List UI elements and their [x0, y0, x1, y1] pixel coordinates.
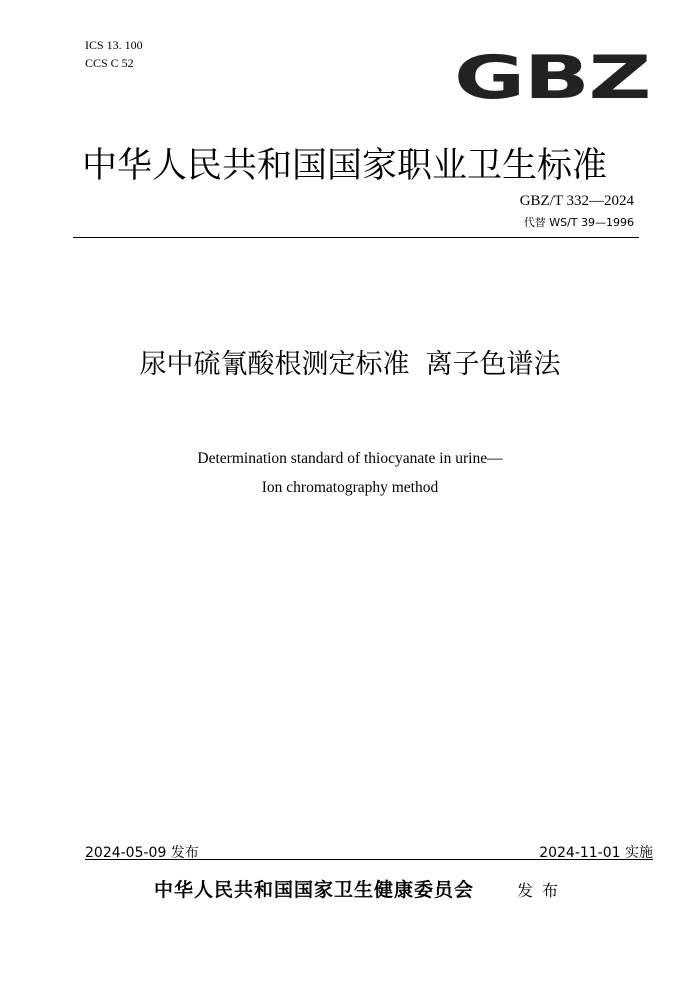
- title-cn-main: 尿中硫氰酸根测定标准: [139, 349, 410, 380]
- document-title-en: [0, 444, 700, 502]
- title-cn-sub: 离子色谱法: [425, 349, 561, 380]
- footer-divider: [85, 859, 653, 860]
- title-en-line1: Determination standard of thiocyanate in urine—: [197, 450, 503, 467]
- title-en-line2: Ion chromatography method: [261, 479, 439, 496]
- classification-codes: [85, 36, 143, 72]
- issuer-name: 中华人民共和国国家卫生健康委员会: [154, 879, 475, 901]
- effective-date: 2024-11-01 实施: [539, 845, 653, 861]
- gbz-logo-text: GBZ: [454, 43, 650, 104]
- ccs-code: CCS C 52: [85, 56, 134, 70]
- replaces-standard: 代替 WS/T 39—1996: [523, 216, 634, 229]
- gbz-logo: [452, 42, 652, 104]
- header-divider: [73, 237, 639, 238]
- org-title: 中华人民共和国国家职业卫生标准: [82, 146, 608, 186]
- issue-action: 发布: [517, 881, 568, 900]
- standard-number: GBZ/T 332—2024: [519, 193, 634, 209]
- publish-date: 2024-05-09 发布: [85, 845, 199, 861]
- ics-code: ICS 13. 100: [85, 38, 143, 52]
- document-title-cn: [0, 342, 700, 381]
